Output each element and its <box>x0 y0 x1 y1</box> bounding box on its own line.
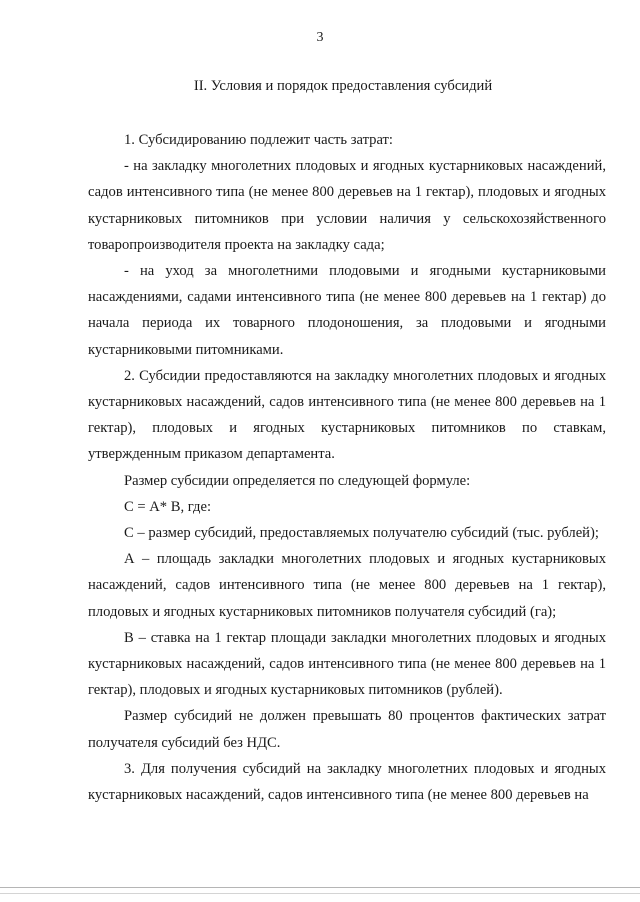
paragraph-10: Размер субсидий не должен превышать 80 процентов фактических затрат получателя субсидий без НДС. <box>88 708 606 751</box>
page-number: 3 <box>316 30 324 45</box>
paragraph-11: 3. Для получения субсидий на закладку многолетних плодовых и ягодных кустарниковых насаждений, садов интенсивного типа (не менее 800 деревьев на <box>88 760 606 804</box>
paragraph-5: Размер субсидии определяется по следующей формуле: <box>124 472 471 489</box>
paragraph-7: С – размер субсидий, предоставляемых получателю субсидий (тыс. рублей); <box>124 525 599 542</box>
paragraph-8: А – площадь закладки многолетних плодовых и ягодных кустарниковых насаждений, садов интенсивного типа (не менее 800 деревьев на 1 гектар), плодовых и ягодных кустарниковых питомников получателя субсидий (га); <box>88 551 606 620</box>
paragraph-4: 2. Субсидии предоставляются на закладку многолетних плодовых и ягодных кустарниковых насаждений, садов интенсивного типа (не менее 800 деревьев на 1 гектар), плодовых и ягодных кустарниковых питомников по ставкам, утвержденным приказом департамента. <box>88 367 606 463</box>
scan-edge-line-secondary <box>0 893 640 894</box>
scan-edge-line <box>0 887 640 888</box>
section-title: II. Условия и порядок предоставления субсидий <box>193 78 493 94</box>
paragraph-1: 1. Субсидированию подлежит часть затрат: <box>124 132 393 148</box>
paragraph-2: - на закладку многолетних плодовых и ягодных кустарниковых насаждений, садов интенсивного типа (не менее 800 деревьев на 1 гектар), плодовых и ягодных кустарниковых питомников при условии наличия у сельскохозяйственного товаропроизводителя проекта на закладку сада; <box>88 158 606 253</box>
document-body <box>88 127 606 808</box>
formula: С = А* В, где: <box>124 498 211 515</box>
paragraph-9: В – ставка на 1 гектар площади закладки многолетних плодовых и ягодных кустарниковых насаждений, садов интенсивного типа (не менее 800 деревьев на 1 гектар), плодовых и ягодных кустарниковых питомников (рублей). <box>88 629 606 699</box>
paragraph-3: - на уход за многолетними плодовыми и ягодными кустарниковыми насаждениями, садами интенсивного типа (не менее 800 деревьев на 1 гектар) до начала периода их товарного плодоношения, за плодовыми и ягодными кустарниковыми питомниками. <box>88 263 606 358</box>
